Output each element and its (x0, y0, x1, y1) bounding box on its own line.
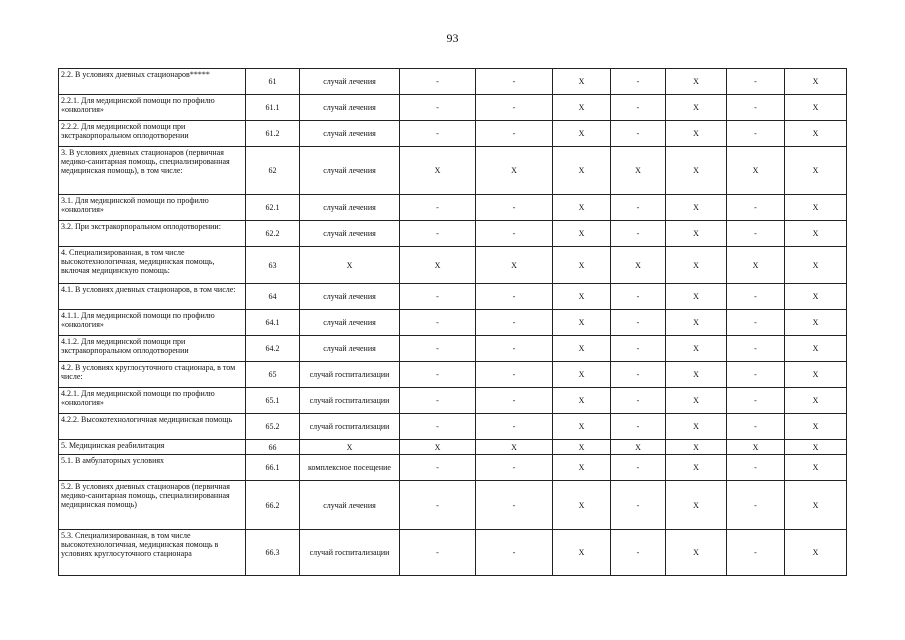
row-name-cell: 5. Медицинская реабилитация (59, 440, 246, 455)
row-code-cell: 64.2 (246, 336, 300, 362)
row-value-cell: X (785, 221, 847, 247)
row-code-cell: 65 (246, 362, 300, 388)
row-value-cell: X (666, 121, 727, 147)
row-value-cell: X (785, 388, 847, 414)
row-code-cell: 66.1 (246, 455, 300, 481)
row-value-cell: - (476, 530, 553, 576)
row-unit-cell: случай лечения (300, 69, 400, 95)
row-value-cell: X (785, 195, 847, 221)
row-value-cell: - (727, 362, 785, 388)
row-value-cell: X (727, 147, 785, 195)
row-value-cell: X (785, 310, 847, 336)
row-value-cell: X (553, 388, 611, 414)
table-row (59, 455, 847, 481)
row-value-cell: X (611, 147, 666, 195)
row-value-cell: X (666, 310, 727, 336)
row-value-cell: X (553, 414, 611, 440)
row-value-cell: X (666, 414, 727, 440)
row-value-cell: X (553, 247, 611, 284)
row-value-cell: X (785, 336, 847, 362)
table-row (59, 284, 847, 310)
row-value-cell: - (727, 95, 785, 121)
row-value-cell: - (400, 310, 476, 336)
row-value-cell: - (727, 388, 785, 414)
table-row (59, 221, 847, 247)
row-value-cell: X (553, 284, 611, 310)
row-value-cell: - (727, 221, 785, 247)
row-value-cell: - (400, 362, 476, 388)
row-value-cell: X (666, 147, 727, 195)
row-name-cell: 2.2. В условиях дневных стационаров***** (59, 69, 246, 95)
row-value-cell: - (400, 455, 476, 481)
data-table (58, 68, 847, 576)
row-value-cell: - (727, 455, 785, 481)
table-body (59, 69, 847, 576)
row-value-cell: - (476, 221, 553, 247)
row-value-cell: - (727, 195, 785, 221)
row-name-cell: 4.1.2. Для медицинской помощи при экстракорпоральном оплодотворении (59, 336, 246, 362)
row-value-cell: - (611, 310, 666, 336)
row-value-cell: - (611, 388, 666, 414)
row-value-cell: X (476, 440, 553, 455)
row-name-cell: 3.1. Для медицинской помощи по профилю «онкология» (59, 195, 246, 221)
row-value-cell: X (666, 440, 727, 455)
row-name-cell: 4.1.1. Для медицинской помощи по профилю «онкология» (59, 310, 246, 336)
row-name-cell: 5.3. Специализированная, в том числе высокотехнологичная, медицинская помощь в условиях круглосуточного стационара (59, 530, 246, 576)
row-value-cell: - (476, 388, 553, 414)
row-name-cell: 5.1. В амбулаторных условиях (59, 455, 246, 481)
row-value-cell: X (785, 284, 847, 310)
row-value-cell: X (666, 247, 727, 284)
row-value-cell: - (727, 336, 785, 362)
row-code-cell: 64.1 (246, 310, 300, 336)
row-value-cell: - (727, 481, 785, 530)
row-value-cell: - (476, 310, 553, 336)
row-value-cell: X (553, 147, 611, 195)
row-unit-cell: случай госпитализации (300, 530, 400, 576)
row-value-cell: X (666, 388, 727, 414)
row-value-cell: - (400, 336, 476, 362)
row-value-cell: - (400, 69, 476, 95)
row-value-cell: - (611, 221, 666, 247)
table-row (59, 310, 847, 336)
row-value-cell: X (553, 121, 611, 147)
table-row (59, 69, 847, 95)
row-unit-cell: комплексное посещение (300, 455, 400, 481)
table-row (59, 481, 847, 530)
row-value-cell: - (400, 95, 476, 121)
row-name-cell: 4.1. В условиях дневных стационаров, в том числе: (59, 284, 246, 310)
row-value-cell: - (611, 95, 666, 121)
row-value-cell: - (400, 388, 476, 414)
row-name-cell: 3.2. При экстракорпоральном оплодотворении: (59, 221, 246, 247)
row-code-cell: 63 (246, 247, 300, 284)
row-value-cell: - (476, 455, 553, 481)
row-value-cell: X (553, 221, 611, 247)
row-code-cell: 66.2 (246, 481, 300, 530)
row-value-cell: X (476, 247, 553, 284)
row-value-cell: X (785, 440, 847, 455)
table-row (59, 95, 847, 121)
row-value-cell: - (611, 362, 666, 388)
row-name-cell: 2.2.2. Для медицинской помощи при экстракорпоральном оплодотворении (59, 121, 246, 147)
row-value-cell: - (727, 284, 785, 310)
row-value-cell: - (611, 530, 666, 576)
row-code-cell: 62 (246, 147, 300, 195)
table-row (59, 336, 847, 362)
row-code-cell: 65.1 (246, 388, 300, 414)
row-code-cell: 66.3 (246, 530, 300, 576)
row-code-cell: 62.2 (246, 221, 300, 247)
row-value-cell: X (785, 455, 847, 481)
row-value-cell: X (400, 440, 476, 455)
row-value-cell: - (476, 195, 553, 221)
row-name-cell: 4.2.2. Высокотехнологичная медицинская помощь (59, 414, 246, 440)
row-value-cell: X (666, 69, 727, 95)
row-value-cell: - (611, 414, 666, 440)
row-value-cell: X (400, 247, 476, 284)
row-value-cell: X (400, 147, 476, 195)
table-row (59, 195, 847, 221)
row-unit-cell: случай лечения (300, 195, 400, 221)
row-code-cell: 61.2 (246, 121, 300, 147)
row-value-cell: - (400, 530, 476, 576)
row-code-cell: 64 (246, 284, 300, 310)
row-unit-cell: случай лечения (300, 336, 400, 362)
row-value-cell: - (727, 69, 785, 95)
row-name-cell: 4.2.1. Для медицинской помощи по профилю «онкология» (59, 388, 246, 414)
row-value-cell: X (553, 362, 611, 388)
row-name-cell: 4.2. В условиях круглосуточного стационара, в том числе: (59, 362, 246, 388)
row-unit-cell: случай лечения (300, 147, 400, 195)
row-value-cell: - (400, 195, 476, 221)
row-unit-cell: случай лечения (300, 121, 400, 147)
row-value-cell: X (727, 440, 785, 455)
row-value-cell: X (785, 414, 847, 440)
row-value-cell: X (666, 284, 727, 310)
row-value-cell: - (727, 414, 785, 440)
row-value-cell: - (476, 121, 553, 147)
row-name-cell: 3. В условиях дневных стационаров (первичная медико-санитарная помощь, специализированная медицинская помощь), в том числе: (59, 147, 246, 195)
row-value-cell: X (553, 440, 611, 455)
row-code-cell: 65.2 (246, 414, 300, 440)
row-value-cell: - (611, 455, 666, 481)
row-value-cell: - (611, 69, 666, 95)
row-value-cell: X (785, 530, 847, 576)
row-value-cell: X (553, 95, 611, 121)
row-value-cell: X (553, 69, 611, 95)
row-value-cell: - (611, 481, 666, 530)
row-code-cell: 62.1 (246, 195, 300, 221)
row-value-cell: - (476, 284, 553, 310)
row-unit-cell: случай лечения (300, 221, 400, 247)
table-row (59, 530, 847, 576)
row-value-cell: - (611, 121, 666, 147)
row-value-cell: - (611, 336, 666, 362)
row-value-cell: X (553, 195, 611, 221)
row-value-cell: X (553, 310, 611, 336)
row-value-cell: - (476, 95, 553, 121)
row-value-cell: X (553, 336, 611, 362)
table-row (59, 247, 847, 284)
row-code-cell: 66 (246, 440, 300, 455)
page-number: 93 (446, 31, 459, 45)
row-code-cell: 61.1 (246, 95, 300, 121)
row-value-cell: X (785, 95, 847, 121)
row-unit-cell: случай лечения (300, 284, 400, 310)
row-value-cell: X (666, 362, 727, 388)
row-value-cell: - (727, 530, 785, 576)
row-unit-cell: случай госпитализации (300, 362, 400, 388)
row-value-cell: - (400, 221, 476, 247)
row-value-cell: X (611, 440, 666, 455)
row-value-cell: X (666, 530, 727, 576)
row-value-cell: X (666, 95, 727, 121)
row-value-cell: - (476, 481, 553, 530)
row-value-cell: X (611, 247, 666, 284)
row-unit-cell: X (300, 440, 400, 455)
table-row (59, 362, 847, 388)
row-value-cell: X (785, 481, 847, 530)
table-row (59, 440, 847, 455)
row-unit-cell: случай госпитализации (300, 414, 400, 440)
row-value-cell: X (553, 481, 611, 530)
row-unit-cell: случай госпитализации (300, 388, 400, 414)
row-value-cell: X (666, 336, 727, 362)
row-value-cell: - (400, 481, 476, 530)
row-value-cell: - (727, 121, 785, 147)
row-name-cell: 4. Специализированная, в том числе высокотехнологичная, медицинская помощь, включая медицинскую помощь: (59, 247, 246, 284)
row-value-cell: - (727, 310, 785, 336)
row-value-cell: X (727, 247, 785, 284)
row-value-cell: X (666, 455, 727, 481)
row-value-cell: - (476, 414, 553, 440)
row-value-cell: X (553, 455, 611, 481)
row-value-cell: - (400, 414, 476, 440)
table-row (59, 414, 847, 440)
row-value-cell: X (785, 121, 847, 147)
row-value-cell: X (666, 195, 727, 221)
row-value-cell: X (785, 147, 847, 195)
row-value-cell: X (785, 69, 847, 95)
row-value-cell: - (476, 69, 553, 95)
row-value-cell: - (611, 195, 666, 221)
row-name-cell: 5.2. В условиях дневных стационаров (первичная медико-санитарная помощь, специализированная медицинская помощь) (59, 481, 246, 530)
row-unit-cell: случай лечения (300, 95, 400, 121)
row-value-cell: - (476, 336, 553, 362)
row-unit-cell: случай лечения (300, 310, 400, 336)
row-value-cell: X (476, 147, 553, 195)
row-name-cell: 2.2.1. Для медицинской помощи по профилю «онкология» (59, 95, 246, 121)
row-value-cell: - (400, 284, 476, 310)
row-value-cell: X (666, 221, 727, 247)
row-value-cell: - (476, 362, 553, 388)
row-value-cell: X (553, 530, 611, 576)
row-unit-cell: X (300, 247, 400, 284)
row-value-cell: - (400, 121, 476, 147)
row-value-cell: X (666, 481, 727, 530)
table-row (59, 147, 847, 195)
table-row (59, 388, 847, 414)
table-row (59, 121, 847, 147)
row-value-cell: X (785, 362, 847, 388)
row-value-cell: - (611, 284, 666, 310)
row-value-cell: X (785, 247, 847, 284)
row-code-cell: 61 (246, 69, 300, 95)
row-unit-cell: случай лечения (300, 481, 400, 530)
